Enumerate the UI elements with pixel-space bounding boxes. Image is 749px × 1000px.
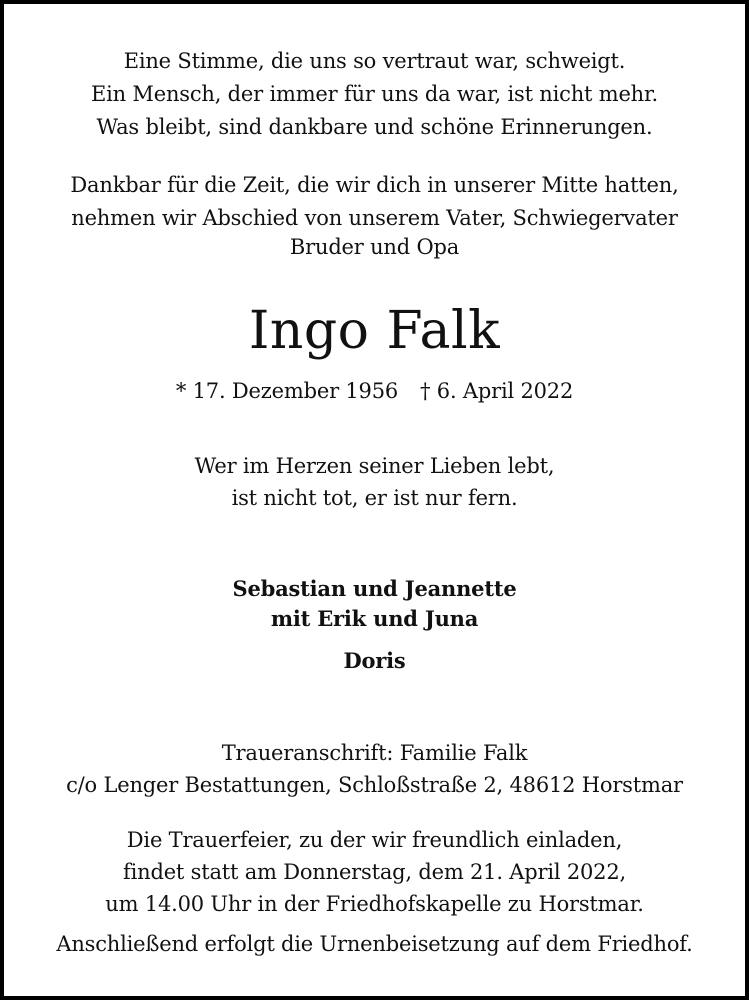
mourners-line-2: mit Erik und Juna (270, 606, 479, 631)
deceased-name: Ingo Falk (248, 301, 501, 361)
mourners-line-3: Doris (343, 648, 406, 673)
farewell-line-1: Dankbar für die Zeit, die wir dich in unserer Mitte hatten, (70, 173, 679, 197)
farewell-line-3: Bruder und Opa (289, 235, 460, 259)
quote-line-1: Wer im Herzen seiner Lieben lebt, (194, 454, 555, 478)
ceremony-line-2: findet statt am Donnerstag, dem 21. April 2022, (123, 860, 626, 884)
intro-poem-line-2: Ein Mensch, der immer für uns da war, ist nicht mehr. (90, 82, 659, 106)
ceremony-line-3: um 14.00 Uhr in der Friedhofskapelle zu Horstmar. (105, 892, 644, 916)
mourners-line-1: Sebastian und Jeannette (232, 576, 517, 601)
quote-line-2: ist nicht tot, er ist nur fern. (231, 486, 518, 510)
birth-date: * 17. Dezember 1956 (175, 379, 399, 403)
closing-line: Anschließend erfolgt die Urnenbeisetzung auf dem Friedhof. (56, 932, 693, 956)
ceremony-line-1: Die Trauerfeier, zu der wir freundlich einladen, (126, 828, 623, 852)
intro-poem-line-3: Was bleibt, sind dankbare und schöne Erinnerungen. (96, 115, 653, 139)
intro-poem-line-1: Eine Stimme, die uns so vertraut war, schweigt. (123, 49, 626, 73)
death-date: † 6. April 2022 (420, 379, 574, 403)
address-line-1: Traueranschrift: Familie Falk (221, 741, 528, 765)
address-line-2: c/o Lenger Bestattungen, Schloßstraße 2, 48612 Horstmar (66, 773, 683, 797)
farewell-line-2: nehmen wir Abschied von unserem Vater, Schwiegervater (71, 206, 678, 230)
life-dates (4, 375, 745, 407)
